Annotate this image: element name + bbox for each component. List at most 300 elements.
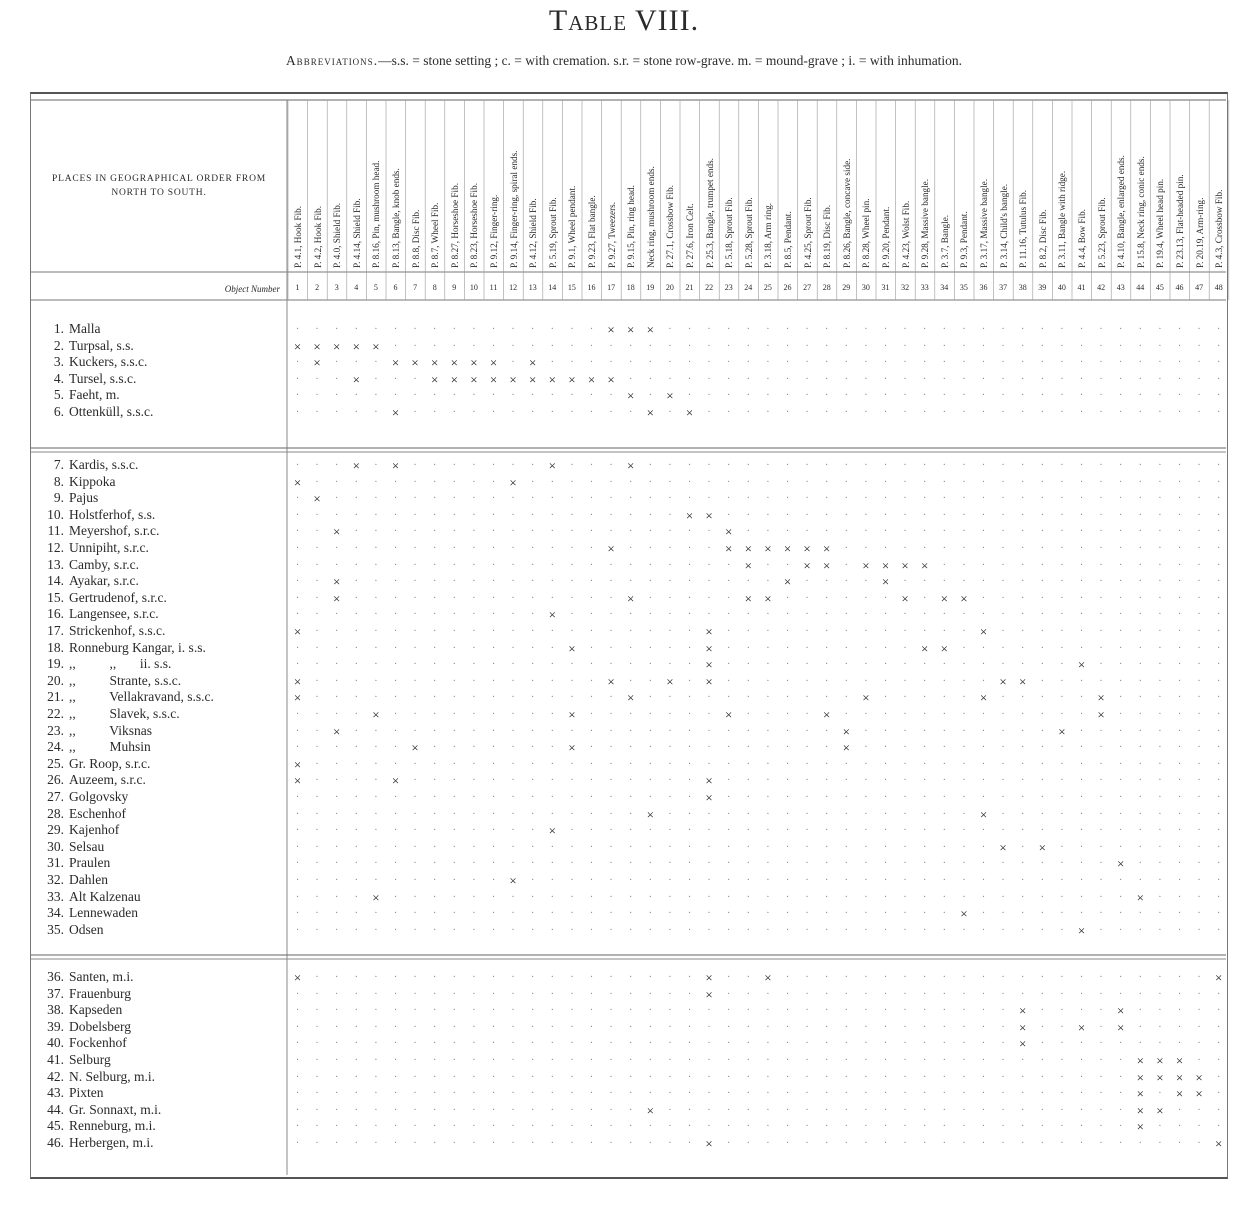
absence-dot: · — [785, 407, 790, 418]
absence-dot: · — [570, 1055, 574, 1066]
presence-mark: × — [960, 906, 968, 922]
absence-dot: · — [1060, 758, 1064, 770]
absence-dot: · — [1158, 709, 1162, 720]
absence-dot: · — [589, 493, 594, 505]
absence-dot: · — [295, 1005, 300, 1017]
absence-dot: · — [883, 1104, 888, 1116]
object-number: 24 — [744, 283, 753, 292]
column-header: P. 3.17, Massive bangle. — [979, 178, 989, 268]
absence-dot: · — [746, 476, 750, 488]
absence-dot: · — [1197, 758, 1201, 770]
absence-dot: · — [589, 1021, 594, 1033]
absence-dot: · — [393, 390, 398, 402]
absence-dot: · — [354, 609, 358, 621]
absence-dot: · — [393, 675, 398, 687]
absence-dot: · — [1079, 675, 1084, 687]
absence-dot: · — [1119, 373, 1123, 385]
absence-dot: · — [962, 357, 966, 369]
absence-dot: · — [1177, 742, 1182, 754]
absence-dot: · — [354, 476, 358, 488]
absence-dot: · — [531, 808, 535, 820]
absence-dot: · — [1217, 1071, 1221, 1083]
absence-dot: · — [1001, 988, 1005, 1000]
absence-dot: · — [354, 1104, 358, 1116]
place-name: Dobelsberg — [69, 1018, 131, 1034]
absence-dot: · — [629, 1038, 633, 1050]
absence-dot: · — [511, 642, 515, 654]
absence-dot: · — [570, 609, 574, 621]
absence-dot: · — [1099, 758, 1103, 770]
absence-dot: · — [1021, 972, 1025, 983]
absence-dot: · — [413, 972, 417, 983]
absence-dot: · — [825, 841, 829, 853]
absence-dot: · — [962, 1138, 966, 1149]
place-name: Ayakar, s.r.c. — [69, 573, 139, 589]
absence-dot: · — [844, 858, 848, 870]
column-header: P. 8.26, Bangle, concave side. — [841, 158, 852, 268]
absence-dot: · — [589, 476, 594, 488]
absence-dot: · — [687, 675, 692, 687]
absence-dot: · — [609, 642, 613, 654]
absence-dot: · — [374, 924, 378, 936]
absence-dot: · — [1040, 1071, 1044, 1083]
absence-dot: · — [374, 626, 378, 637]
absence-dot: · — [903, 576, 907, 588]
absence-dot: · — [1079, 1088, 1084, 1100]
absence-dot: · — [1177, 1121, 1182, 1133]
absence-dot: · — [923, 357, 927, 369]
column-header: P. 8.8, Disc Fib. — [410, 209, 421, 268]
absence-dot: · — [629, 1055, 633, 1066]
object-number: 14 — [548, 283, 557, 292]
absence-dot: · — [531, 908, 535, 920]
absence-dot: · — [570, 858, 574, 870]
absence-dot: · — [942, 1055, 946, 1066]
presence-mark: × — [548, 458, 556, 473]
absence-dot: · — [805, 1104, 809, 1116]
absence-dot: · — [1001, 324, 1005, 335]
absence-dot: · — [335, 460, 339, 471]
absence-dot: · — [1079, 509, 1084, 521]
absence-dot: · — [923, 1055, 927, 1066]
place-name: ,, Muhsin — [69, 739, 151, 755]
row-number: 1. — [53, 321, 64, 336]
absence-dot: · — [452, 1071, 456, 1083]
absence-dot: · — [335, 1038, 339, 1050]
column-header: P. 4.23, Wolst Fib. — [900, 200, 911, 268]
absence-dot: · — [1138, 825, 1142, 837]
absence-dot: · — [844, 875, 848, 886]
absence-dot: · — [413, 460, 417, 471]
absence-dot: · — [433, 1104, 437, 1116]
presence-mark: × — [744, 557, 752, 573]
absence-dot: · — [609, 908, 613, 920]
absence-dot: · — [805, 1055, 809, 1066]
presence-mark: × — [313, 355, 321, 371]
absence-dot: · — [648, 924, 652, 936]
presence-mark: × — [764, 541, 772, 556]
presence-mark: × — [1117, 1019, 1125, 1035]
absence-dot: · — [1119, 972, 1123, 983]
object-number: 36 — [979, 283, 988, 292]
absence-dot: · — [413, 675, 417, 687]
absence-dot: · — [1060, 875, 1064, 886]
absence-dot: · — [472, 493, 476, 505]
absence-dot: · — [1001, 775, 1005, 787]
absence-dot: · — [746, 742, 750, 754]
absence-dot: · — [1040, 808, 1044, 820]
absence-dot: · — [531, 642, 535, 654]
absence-dot: · — [609, 559, 613, 571]
absence-dot: · — [491, 758, 496, 770]
absence-dot: · — [668, 609, 672, 621]
column-header: P. 8.5, Pendant. — [783, 211, 793, 268]
presence-mark: × — [881, 557, 890, 573]
absence-dot: · — [746, 493, 750, 505]
presence-mark: × — [352, 338, 360, 354]
absence-dot: · — [962, 1021, 966, 1033]
absence-dot: · — [1158, 592, 1162, 604]
absence-dot: · — [864, 373, 868, 385]
absence-dot: · — [942, 1005, 946, 1017]
absence-dot: · — [1177, 972, 1182, 983]
presence-mark: × — [764, 590, 772, 606]
absence-dot: · — [609, 609, 613, 621]
absence-dot: · — [491, 340, 496, 352]
absence-dot: · — [452, 1121, 456, 1133]
absence-dot: · — [1001, 858, 1005, 870]
absence-dot: · — [531, 390, 535, 402]
absence-dot: · — [1021, 808, 1025, 820]
absence-dot: · — [1001, 1121, 1005, 1133]
absence-dot: · — [687, 526, 692, 538]
absence-dot: · — [805, 725, 809, 737]
absence-dot: · — [1099, 592, 1103, 604]
absence-dot: · — [472, 1055, 476, 1066]
absence-dot: · — [883, 1055, 888, 1066]
object-number: 29 — [842, 283, 851, 292]
absence-dot: · — [629, 340, 633, 352]
absence-dot: · — [727, 891, 731, 903]
absence-dot: · — [315, 642, 319, 654]
places-heading — [34, 172, 284, 200]
absence-dot: · — [1177, 825, 1182, 837]
absence-dot: · — [1001, 1005, 1005, 1017]
absence-dot: · — [374, 1104, 378, 1116]
presence-mark: × — [607, 673, 615, 689]
absence-dot: · — [1177, 324, 1182, 335]
absence-dot: · — [589, 407, 594, 418]
absence-dot: · — [511, 841, 515, 853]
absence-dot: · — [1119, 509, 1123, 521]
absence-dot: · — [981, 576, 986, 588]
absence-dot: · — [1060, 407, 1064, 418]
absence-dot: · — [844, 460, 848, 471]
absence-dot: · — [315, 841, 319, 853]
absence-dot: · — [393, 1138, 398, 1149]
absence-dot: · — [981, 709, 986, 720]
absence-dot: · — [962, 1104, 966, 1116]
absence-dot: · — [550, 559, 554, 571]
absence-dot: · — [413, 1088, 417, 1100]
absence-dot: · — [1119, 725, 1123, 737]
absence-dot: · — [1119, 924, 1123, 936]
absence-dot: · — [570, 559, 574, 571]
absence-dot: · — [766, 407, 770, 418]
column-header: P. 9.15, Pin, ring head. — [626, 185, 637, 268]
absence-dot: · — [766, 1021, 770, 1033]
absence-dot: · — [883, 825, 888, 837]
absence-dot: · — [1217, 1121, 1221, 1133]
absence-dot: · — [393, 373, 398, 385]
place-name: Frauenburg — [69, 985, 131, 1001]
absence-dot: · — [962, 407, 966, 418]
absence-dot: · — [668, 1088, 672, 1100]
absence-dot: · — [707, 1121, 711, 1133]
absence-dot: · — [962, 775, 966, 787]
absence-dot: · — [335, 1071, 339, 1083]
absence-dot: · — [648, 1071, 652, 1083]
absence-dot: · — [1099, 1104, 1103, 1116]
absence-dot: · — [1177, 592, 1182, 604]
absence-dot: · — [609, 1055, 613, 1066]
absence-dot: · — [962, 742, 966, 754]
absence-dot: · — [452, 808, 456, 820]
column-header: P. 5.23, Sprout Fib. — [1096, 197, 1107, 268]
absence-dot: · — [511, 460, 515, 471]
absence-dot: · — [433, 1005, 437, 1017]
absence-dot: · — [1021, 373, 1025, 385]
absence-dot: · — [511, 659, 515, 671]
absence-dot: · — [668, 692, 672, 704]
absence-dot: · — [883, 1038, 888, 1050]
presence-mark: × — [568, 740, 576, 756]
absence-dot: · — [883, 908, 888, 920]
absence-dot: · — [883, 972, 888, 983]
absence-dot: · — [413, 373, 417, 385]
absence-dot: · — [923, 775, 927, 787]
absence-dot: · — [805, 609, 809, 621]
absence-dot: · — [1079, 1138, 1084, 1149]
absence-dot: · — [825, 340, 829, 352]
absence-dot: · — [1177, 675, 1182, 687]
row-number: 20. — [47, 672, 64, 688]
absence-dot: · — [923, 891, 927, 903]
absence-dot: · — [315, 742, 319, 754]
absence-dot: · — [1119, 543, 1123, 554]
absence-dot: · — [315, 373, 319, 385]
absence-dot: · — [1079, 742, 1084, 754]
absence-dot: · — [648, 908, 652, 920]
absence-dot: · — [1079, 460, 1084, 471]
absence-dot: · — [452, 390, 456, 402]
absence-dot: · — [1099, 340, 1103, 352]
absence-dot: · — [805, 1071, 809, 1083]
absence-dot: · — [589, 891, 594, 903]
absence-dot: · — [1021, 725, 1025, 737]
absence-dot: · — [374, 460, 378, 471]
absence-dot: · — [1040, 825, 1044, 837]
absence-dot: · — [746, 1088, 750, 1100]
absence-dot: · — [1119, 825, 1123, 837]
absence-dot: · — [1079, 626, 1084, 637]
absence-dot: · — [648, 493, 652, 505]
absence-dot: · — [413, 1121, 417, 1133]
absence-dot: · — [1060, 675, 1064, 687]
absence-dot: · — [393, 742, 398, 754]
absence-dot: · — [668, 725, 672, 737]
absence-dot: · — [805, 972, 809, 983]
absence-dot: · — [1217, 509, 1221, 521]
absence-dot: · — [687, 924, 692, 936]
place-name: ,, Slavek, s.s.c. — [69, 706, 180, 721]
absence-dot: · — [295, 725, 300, 737]
absence-dot: · — [472, 988, 476, 1000]
place-name: Pixten — [69, 1085, 104, 1101]
table-row — [34, 1053, 111, 1067]
absence-dot: · — [315, 858, 319, 870]
absence-dot: · — [766, 825, 770, 837]
object-number: 47 — [1195, 283, 1204, 292]
absence-dot: · — [1217, 1104, 1221, 1116]
absence-dot: · — [903, 792, 907, 803]
column-header: P. 27.6, Iron Celt. — [685, 203, 695, 268]
absence-dot: · — [609, 808, 613, 820]
absence-dot: · — [766, 460, 770, 471]
presence-mark: × — [293, 338, 302, 354]
absence-dot: · — [805, 493, 809, 505]
place-name: Gr. Sonnaxt, m.i. — [69, 1101, 162, 1117]
absence-dot: · — [491, 390, 496, 402]
absence-dot: · — [1138, 357, 1142, 369]
absence-dot: · — [511, 1021, 515, 1033]
absence-dot: · — [1217, 1021, 1221, 1033]
absence-dot: · — [295, 825, 300, 837]
absence-dot: · — [1001, 692, 1005, 704]
absence-dot: · — [335, 709, 339, 720]
place-name: Tursel, s.s.c. — [69, 370, 137, 386]
absence-dot: · — [785, 1005, 790, 1017]
absence-dot: · — [883, 858, 888, 870]
absence-dot: · — [727, 775, 731, 787]
absence-dot: · — [1119, 692, 1123, 704]
absence-dot: · — [1021, 509, 1025, 521]
column-header: P. 8.27, Horseshoe Fib. — [449, 183, 460, 268]
absence-dot: · — [687, 725, 692, 737]
absence-dot: · — [374, 659, 378, 671]
absence-dot: · — [472, 792, 476, 803]
absence-dot: · — [1177, 692, 1182, 704]
absence-dot: · — [629, 526, 633, 538]
place-name: Strickenhof, s.s.c. — [69, 623, 166, 638]
absence-dot: · — [570, 324, 574, 335]
absence-dot: · — [315, 1071, 319, 1083]
absence-dot: · — [491, 692, 496, 704]
absence-dot: · — [413, 1005, 417, 1017]
column-header: P. 8.2, Disc Fib. — [1037, 209, 1048, 268]
absence-dot: · — [531, 1071, 535, 1083]
absence-dot: · — [962, 1055, 966, 1066]
absence-dot: · — [531, 626, 535, 637]
absence-dot: · — [981, 357, 986, 369]
place-name: Camby, s.r.c. — [69, 556, 139, 572]
absence-dot: · — [648, 390, 652, 402]
absence-dot: · — [511, 972, 515, 983]
column-header: P. 4.2, Hook Fib. — [312, 205, 323, 268]
absence-dot: · — [354, 692, 358, 704]
absence-dot: · — [511, 1104, 515, 1116]
absence-dot: · — [452, 576, 456, 588]
absence-dot: · — [942, 373, 946, 385]
absence-dot: · — [629, 1121, 633, 1133]
absence-dot: · — [727, 559, 731, 571]
absence-dot: · — [1060, 559, 1064, 571]
absence-dot: · — [1079, 758, 1084, 770]
absence-dot: · — [472, 692, 476, 704]
absence-dot: · — [962, 493, 966, 505]
table-row — [34, 1086, 104, 1100]
absence-dot: · — [805, 1088, 809, 1100]
absence-dot: · — [785, 972, 790, 983]
absence-dot: · — [609, 576, 613, 588]
absence-dot: · — [354, 1021, 358, 1033]
presence-mark: × — [705, 624, 713, 639]
row-number: 12. — [47, 540, 64, 555]
absence-dot: · — [687, 659, 692, 671]
absence-dot: · — [727, 825, 731, 837]
absence-dot: · — [629, 742, 633, 754]
absence-dot: · — [472, 609, 476, 621]
absence-dot: · — [903, 543, 907, 554]
table-row — [34, 740, 151, 754]
absence-dot: · — [1060, 841, 1064, 853]
absence-dot: · — [1099, 390, 1103, 402]
absence-dot: · — [746, 709, 750, 720]
absence-dot: · — [844, 543, 848, 554]
absence-dot: · — [452, 407, 456, 418]
absence-dot: · — [805, 692, 809, 704]
absence-dot: · — [1001, 758, 1005, 770]
absence-dot: · — [844, 692, 848, 704]
column-header: P. 5.28, Sprout Fib. — [743, 197, 754, 268]
absence-dot: · — [1177, 659, 1182, 671]
presence-mark: × — [705, 657, 713, 673]
absence-dot: · — [295, 742, 300, 754]
absence-dot: · — [393, 825, 398, 837]
absence-dot: · — [727, 742, 731, 754]
row-number: 46. — [47, 1135, 64, 1150]
absence-dot: · — [1217, 709, 1221, 720]
absence-dot: · — [354, 709, 358, 720]
absence-dot: · — [1079, 576, 1084, 588]
absence-dot: · — [1060, 775, 1064, 787]
absence-dot: · — [393, 1104, 398, 1116]
absence-dot: · — [550, 626, 554, 637]
presence-mark: × — [999, 839, 1007, 855]
absence-dot: · — [393, 841, 398, 853]
absence-dot: · — [531, 609, 535, 621]
absence-dot: · — [727, 493, 731, 505]
absence-dot: · — [1060, 692, 1064, 704]
absence-dot: · — [315, 988, 319, 1000]
absence-dot: · — [746, 642, 750, 654]
absence-dot: · — [589, 592, 594, 604]
absence-dot: · — [981, 725, 986, 737]
presence-mark: × — [372, 889, 380, 905]
absence-dot: · — [825, 526, 829, 538]
absence-dot: · — [805, 509, 809, 521]
absence-dot: · — [766, 1138, 770, 1149]
